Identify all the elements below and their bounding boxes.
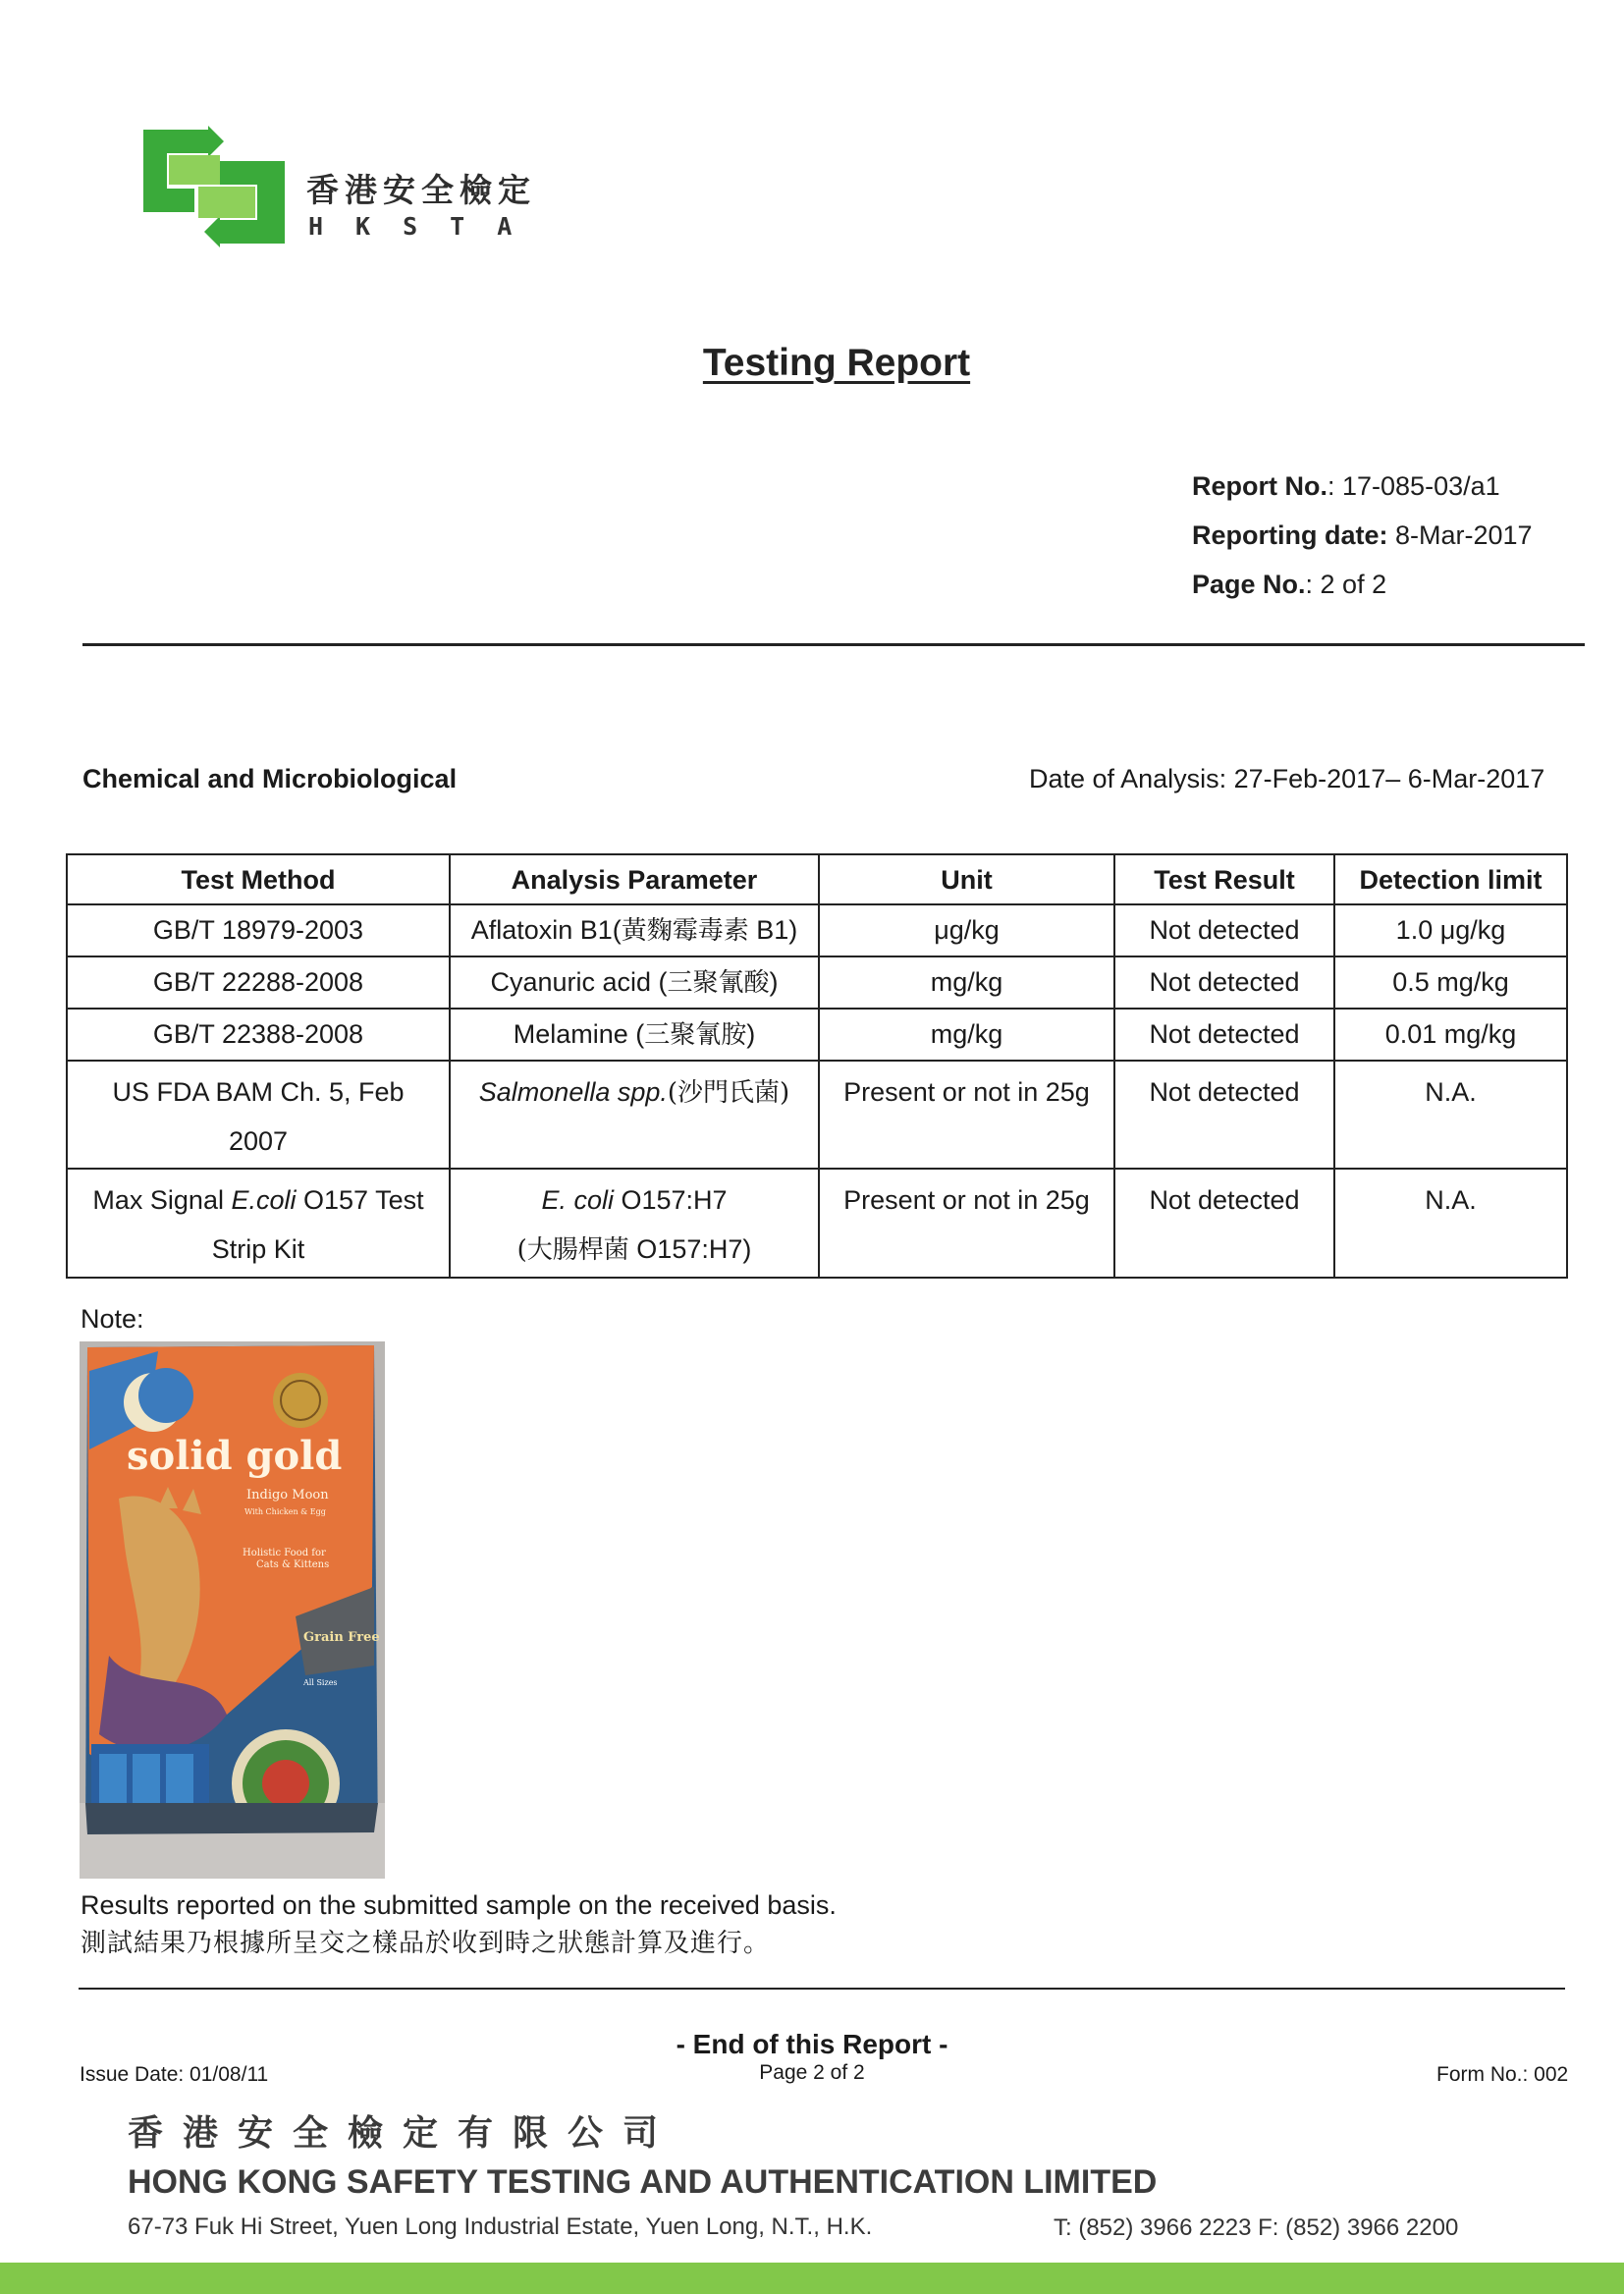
report-number-label: Report No. [1192,471,1327,501]
page-title: Testing Report [702,342,971,384]
photo-sub-text: With Chicken & Egg [244,1507,326,1516]
cell-parameter [450,904,819,956]
param-cn: 黃麴霉毒素 [621,916,749,946]
param-italic: E. coli [541,1185,614,1215]
cell-result: Not detected [1114,1009,1334,1061]
table-row [67,1169,1567,1278]
header-divider [82,643,1585,646]
table-header-row [67,854,1567,904]
cell-result: Not detected [1114,1061,1334,1169]
cell-limit: N.A. [1334,1169,1567,1278]
header-test-method: Test Method [67,854,450,904]
reporting-date [1192,520,1533,551]
cell-limit: N.A. [1334,1061,1567,1169]
param-cn: (沙門氏菌) [667,1078,790,1108]
cell-unit: Present or not in 25g [819,1061,1114,1169]
method-line-1: US FDA BAM Ch. 5, Feb [112,1077,405,1107]
section-title: Chemical and Microbiological [82,764,458,793]
issue-date: Issue Date: 01/08/11 [80,2063,269,2086]
param-en: Aflatoxin B1( [470,915,622,945]
param-en: Melamine ( [513,1019,645,1049]
note-label: Note: [81,1304,144,1334]
header-analysis-parameter: Analysis Parameter [450,854,819,904]
param-tail: O157:H7) [628,1234,752,1264]
cell-method [67,1061,450,1169]
cell-limit: 1.0 μg/kg [1334,904,1567,956]
method-line-2: 2007 [228,1126,289,1156]
param-cn: 三聚氰胺 [644,1020,747,1050]
results-note-cn: 測試結果乃根據所呈交之樣品於收到時之狀態計算及進行。 [81,1929,771,1958]
cell-unit: μg/kg [819,904,1114,956]
logo-name-en: HKSTA [308,212,545,241]
header-detection-limit: Detection limit [1334,854,1567,904]
cell-result: Not detected [1114,956,1334,1009]
footer-page-number: Page 2 of 2 [759,2061,865,2084]
footer-divider [79,1988,1565,1990]
form-number: Form No.: 002 [1436,2063,1569,2086]
cell-result: Not detected [1114,1169,1334,1278]
param-tail: ) [746,1019,756,1049]
cell-method: GB/T 18979-2003 [67,904,450,956]
cell-result: Not detected [1114,904,1334,956]
param-post: O157:H7 [613,1185,728,1215]
photo-product-text: Indigo Moon [246,1488,329,1502]
method-line-1 [74,1175,443,1225]
param-tail: B1) [748,915,798,945]
cell-method: GB/T 22288-2008 [67,956,450,1009]
hksta-logo-icon [139,126,289,247]
cell-limit: 0.01 mg/kg [1334,1009,1567,1061]
cell-parameter [450,956,819,1009]
table-row [67,904,1567,956]
param-line-1 [457,1175,812,1225]
method-pre: Max Signal [92,1185,232,1215]
photo-desc2-text: Cats & Kittens [256,1559,330,1570]
method-italic: E.coli [231,1185,297,1215]
cell-method: GB/T 22388-2008 [67,1009,450,1061]
cell-method [67,1169,450,1278]
table-row [67,956,1567,1009]
page-title-container [0,342,1624,385]
param-en: Cyanuric acid ( [490,967,668,997]
date-of-analysis: Date of Analysis: 27-Feb-2017– 6-Mar-2017 [1029,764,1545,793]
reporting-date-label: Reporting date: [1192,520,1388,550]
param-cn: 三聚氰酸 [667,968,770,998]
table-row [67,1061,1567,1169]
page-number [1192,570,1386,600]
param-tail: ) [769,967,779,997]
table-row [67,1009,1567,1061]
company-name-cn: 香港安全檢定有限公司 [128,2113,678,2154]
cell-unit: Present or not in 25g [819,1169,1114,1278]
header-unit: Unit [819,854,1114,904]
method-post: O157 Test [296,1185,424,1215]
end-of-report: - End of this Report - [676,2029,948,2059]
results-table [66,853,1568,1279]
report-number-value: : 17-085-03/a1 [1327,471,1500,501]
param-cn: (大腸桿菌 [516,1235,629,1265]
cell-parameter [450,1009,819,1061]
page-number-value: : 2 of 2 [1305,570,1387,599]
param-line-2 [457,1225,812,1275]
company-name-en: HONG KONG SAFETY TESTING AND AUTHENTICATION LIMITED [128,2163,1158,2201]
company-phone-fax: T: (852) 3966 2223 F: (852) 3966 2200 [1054,2214,1459,2241]
footer-green-bar [0,2263,1624,2294]
cell-limit: 0.5 mg/kg [1334,956,1567,1009]
cell-unit: mg/kg [819,956,1114,1009]
cell-parameter [450,1061,819,1169]
results-note-en: Results reported on the submitted sample on the received basis. [81,1890,837,1920]
cell-parameter [450,1169,819,1278]
reporting-date-value: 8-Mar-2017 [1387,520,1533,550]
photo-badge-text: Grain Free [303,1630,380,1645]
page-number-label: Page No. [1192,570,1306,599]
photo-desc1-text: Holistic Food for [243,1548,326,1558]
company-address: 67-73 Fuk Hi Street, Yuen Long Industrial Estate, Yuen Long, N.T., H.K. [128,2213,873,2240]
photo-brand-text: solid gold [127,1433,343,1479]
product-photo [80,1341,385,1879]
cell-unit: mg/kg [819,1009,1114,1061]
method-line-2: Strip Kit [211,1234,305,1264]
report-number [1192,471,1500,502]
param-italic: Salmonella spp. [478,1077,668,1107]
photo-sizes-text: All Sizes [303,1678,338,1687]
logo-name-cn: 香港安全檢定 [306,171,536,209]
header-test-result: Test Result [1114,854,1334,904]
